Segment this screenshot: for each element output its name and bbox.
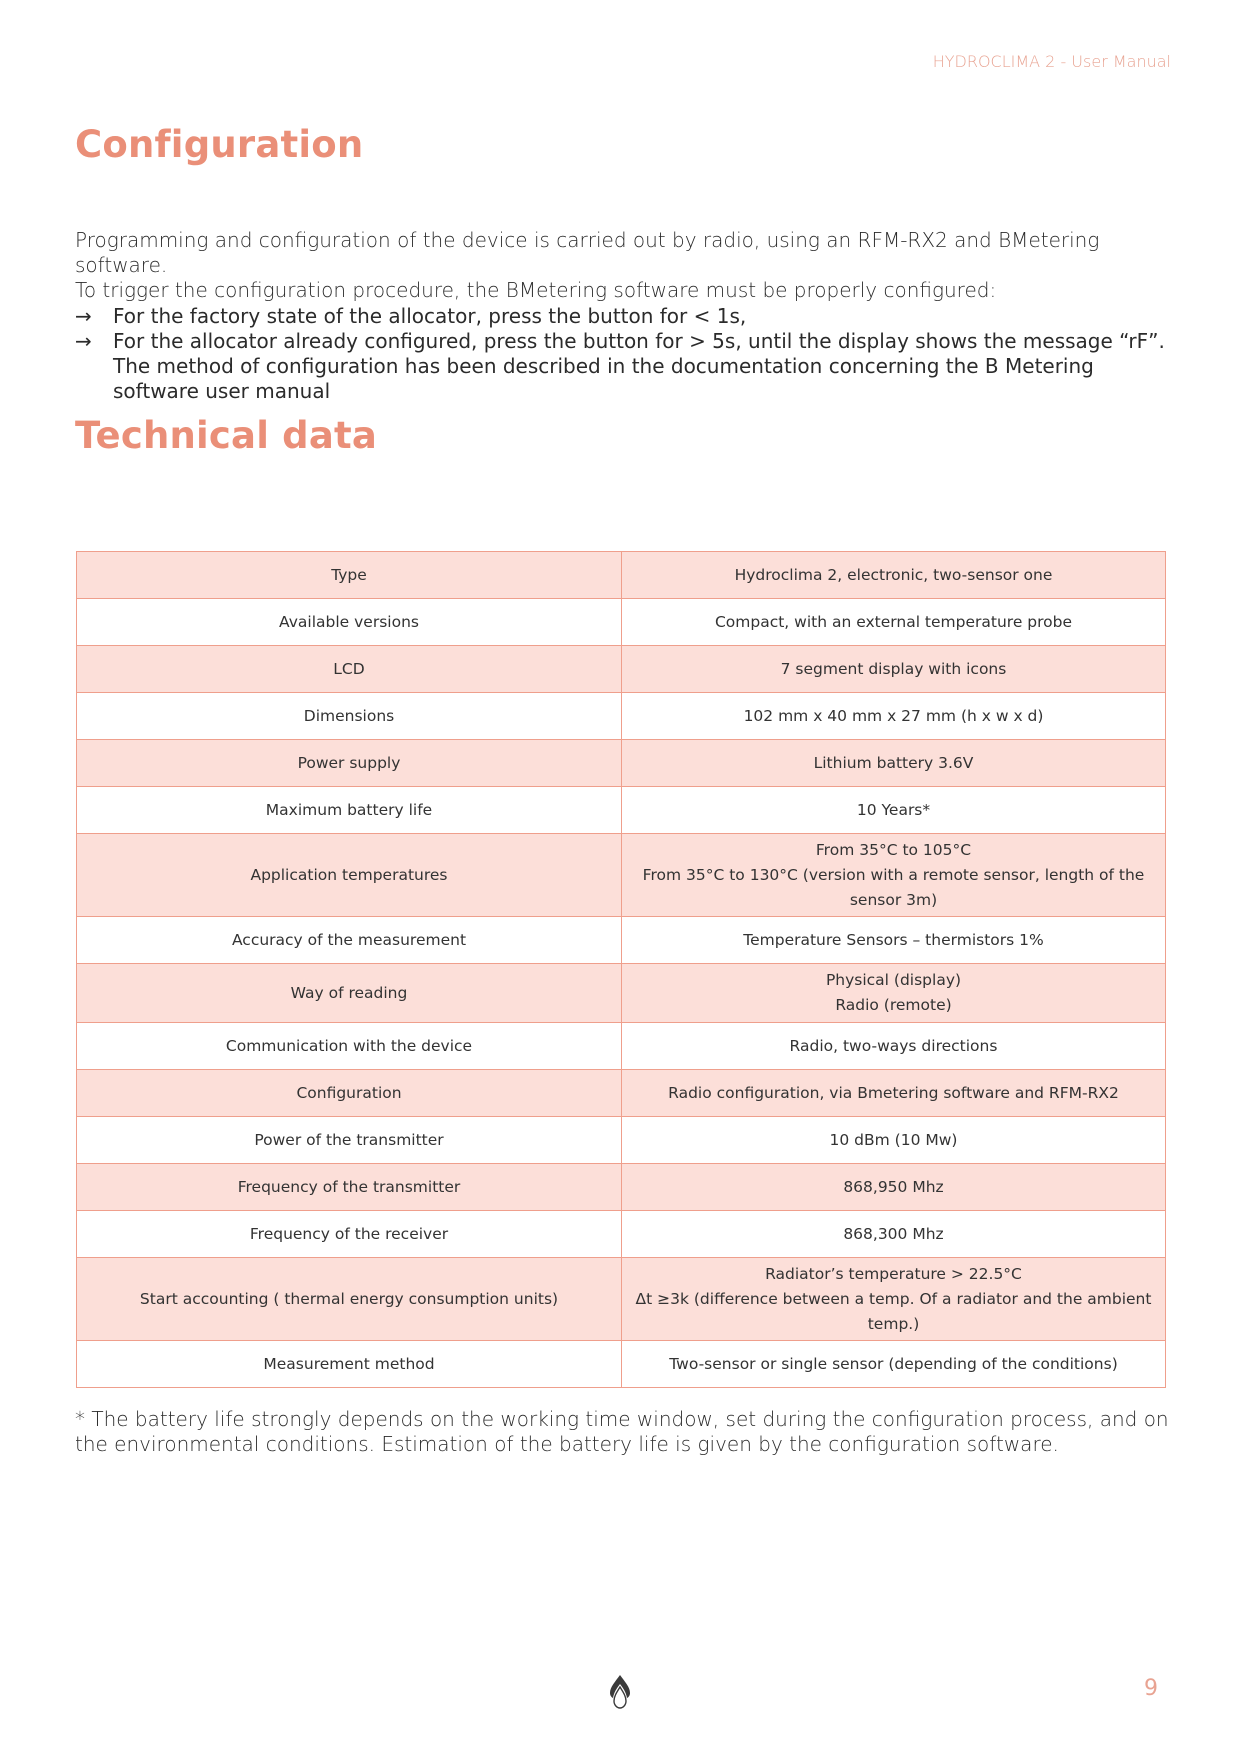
- spec-label: Dimensions: [77, 693, 622, 740]
- spec-value-line: Physical (display): [825, 971, 962, 989]
- spec-value: Lithium battery 3.6V: [622, 740, 1166, 787]
- technical-data-heading: Technical data: [75, 414, 378, 457]
- spec-label: Type: [77, 552, 622, 599]
- arrow-right-icon: →: [75, 304, 92, 328]
- spec-value: 868,950 Mhz: [622, 1164, 1166, 1211]
- spec-value: 868,300 Mhz: [622, 1211, 1166, 1258]
- spec-label: Communication with the device: [77, 1023, 622, 1070]
- spec-label: Accuracy of the measurement: [77, 917, 622, 964]
- spec-value: Temperature Sensors – thermistors 1%: [622, 917, 1166, 964]
- spec-label: LCD: [77, 646, 622, 693]
- spec-value: 7 segment display with icons: [622, 646, 1166, 693]
- table-row: [77, 1258, 1166, 1341]
- spec-label: Application temperatures: [77, 834, 622, 917]
- spec-value-line: From 35°C to 105°C: [815, 840, 972, 859]
- step-continuation: The method of configuration has been described in the documentation concerning the B Metering software user manual: [113, 354, 1094, 403]
- spec-label: Configuration: [77, 1070, 622, 1117]
- spec-value: 102 mm x 40 mm x 27 mm (h x w x d): [622, 693, 1166, 740]
- spec-value-line: Radio (remote): [835, 996, 952, 1014]
- spec-label: Maximum battery life: [77, 787, 622, 834]
- spec-value-line: From 35°C to 130°C (version with a remote sensor, length of the sensor 3m): [642, 865, 1145, 909]
- spec-value-line: Δt ≥3k (difference between a temp. Of a radiator and the ambient temp.): [635, 1289, 1152, 1333]
- table-row: [77, 834, 1166, 917]
- spec-label: Frequency of the receiver: [77, 1211, 622, 1258]
- table-row: [77, 787, 1166, 834]
- table-row: [77, 646, 1166, 693]
- table-row: [77, 1023, 1166, 1070]
- spec-value-line: Radiator’s temperature > 22.5°C: [765, 1264, 1022, 1283]
- table-row: [77, 1070, 1166, 1117]
- spec-value: Two-sensor or single sensor (depending of the conditions): [622, 1341, 1166, 1388]
- spec-value: [622, 964, 1166, 1023]
- arrow-right-icon: →: [75, 329, 92, 353]
- spec-label: Power of the transmitter: [77, 1117, 622, 1164]
- spec-value: 10 Years*: [622, 787, 1166, 834]
- configuration-intro: [75, 228, 1175, 303]
- intro-line: To trigger the configuration procedure, the BMetering software must be properly configured:: [75, 278, 997, 302]
- battery-footnote: * The battery life strongly depends on the working time window, set during the configuration process, and on the environmental conditions. Estimation of the battery life is given by the configuration software.: [75, 1407, 1169, 1456]
- document-header: HYDROCLIMA 2 - User Manual: [932, 52, 1171, 71]
- table-row: [77, 740, 1166, 787]
- drop-logo-icon: [607, 1674, 633, 1710]
- spec-value: [622, 834, 1166, 917]
- spec-label: Start accounting ( thermal energy consumption units): [77, 1258, 622, 1341]
- intro-line: Programming and configuration of the device is carried out by radio, using an RFM-RX2 and BMetering software.: [75, 228, 1100, 277]
- table-row: [77, 917, 1166, 964]
- page-number: 9: [1144, 1676, 1158, 1701]
- table-row: [77, 1164, 1166, 1211]
- technical-data-table: [76, 551, 1166, 1388]
- table-row: [77, 1341, 1166, 1388]
- table-row: [77, 964, 1166, 1023]
- spec-value: 10 dBm (10 Mw): [622, 1117, 1166, 1164]
- spec-value: [622, 1258, 1166, 1341]
- spec-value: Hydroclima 2, electronic, two-sensor one: [622, 552, 1166, 599]
- table-row: [77, 599, 1166, 646]
- list-item: [75, 329, 1165, 404]
- spec-label: Available versions: [77, 599, 622, 646]
- list-item: [75, 304, 1165, 329]
- table-row: [77, 693, 1166, 740]
- spec-label: Measurement method: [77, 1341, 622, 1388]
- spec-value: Radio configuration, via Bmetering software and RFM-RX2: [622, 1070, 1166, 1117]
- table-row: [77, 1117, 1166, 1164]
- spec-label: Power supply: [77, 740, 622, 787]
- spec-value: Radio, two-ways directions: [622, 1023, 1166, 1070]
- configuration-heading: Configuration: [75, 123, 364, 166]
- step-text: For the factory state of the allocator, press the button for < 1s,: [113, 304, 747, 328]
- table-row: [77, 552, 1166, 599]
- table-row: [77, 1211, 1166, 1258]
- spec-label: Way of reading: [77, 964, 622, 1023]
- spec-label: Frequency of the transmitter: [77, 1164, 622, 1211]
- step-text: For the allocator already configured, press the button for > 5s, until the display shows the message “rF”.: [113, 329, 1165, 353]
- spec-value: Compact, with an external temperature probe: [622, 599, 1166, 646]
- configuration-steps: [75, 304, 1165, 404]
